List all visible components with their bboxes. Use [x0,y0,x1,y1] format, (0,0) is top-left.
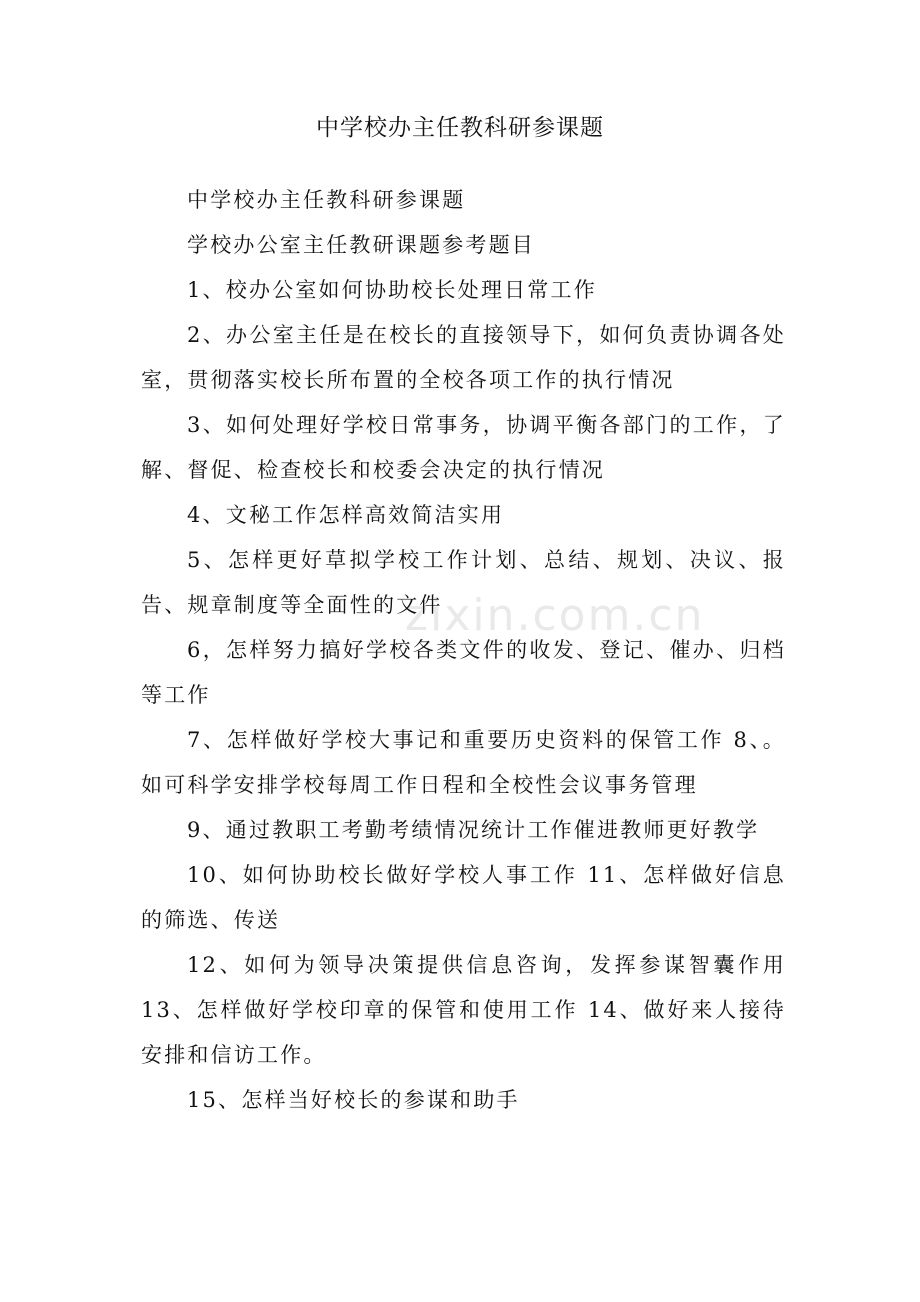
paragraph-item-12-14: 12、如何为领导决策提供信息咨询，发挥参谋智囊作用 13、怎样做好学校印章的保管和使用工作 14、做好来人接待安排和信访工作。 [141,953,786,1067]
paragraph-heading: 学校办公室主任教研课题参考题目 [187,233,535,257]
paragraph-item-6: 6，怎样努力搞好学校各类文件的收发、登记、催办、归档等工作 [141,638,786,707]
paragraph-item-10-11: 10、如何协助校长做好学校人事工作 11、怎样做好信息的筛选、传送 [141,863,786,932]
paragraph-item-7-8: 7、怎样做好学校大事记和重要历史资料的保管工作 8、。如可科学安排学校每周工作日程和全校性会议事务管理 [141,728,786,797]
paragraph-item-2: 2、办公室主任是在校长的直接领导下，如何负责协调各处室，贯彻落实校长所布置的全校各项工作的执行情况 [141,323,786,392]
paragraph-item-4: 4、文秘工作怎样高效简洁实用 [187,503,505,527]
document-body [141,178,786,1123]
document-title: 中学校办主任教科研参课题 [316,115,604,141]
paragraph-item-9: 9、通过教职工考勤考绩情况统计工作催进教师更好教学 [187,818,760,842]
paragraph-subtitle: 中学校办主任教科研参课题 [187,188,466,212]
paragraph-item-15: 15、怎样当好校长的参谋和助手 [187,1088,520,1112]
paragraph-item-1: 1、校办公室如何协助校长处理日常工作 [187,278,597,302]
watermark: zixin.com.cn [405,590,705,641]
paragraph-item-3: 3、如何处理好学校日常事务，协调平衡各部门的工作，了解、督促、检查校长和校委会决定的执行情况 [141,413,786,482]
paragraph-item-5: 5、怎样更好草拟学校工作计划、总结、规划、决议、报告、规章制度等全面性的文件 [141,548,786,617]
